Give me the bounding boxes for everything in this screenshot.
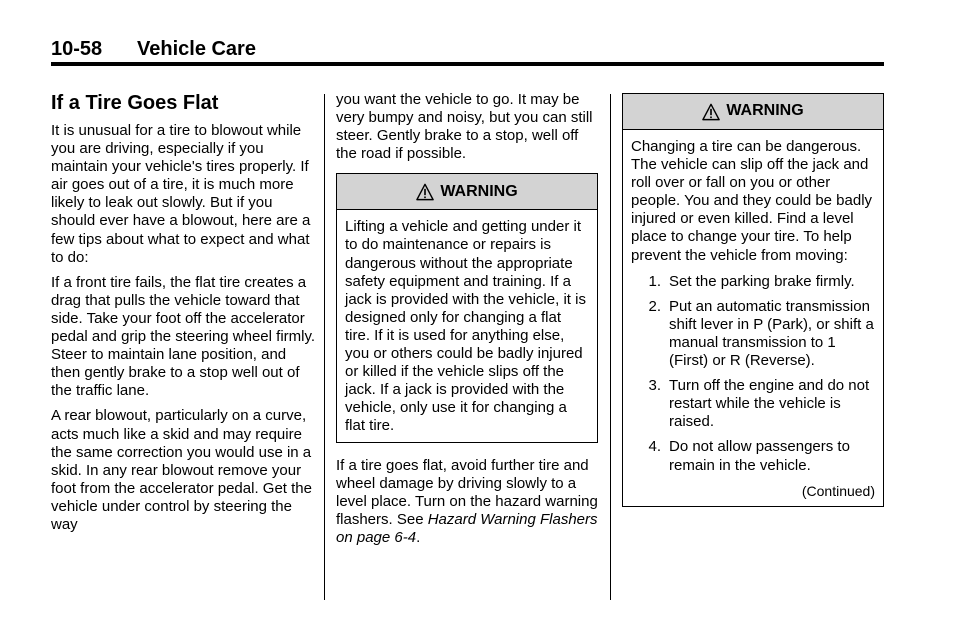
warning-text: Lifting a vehicle and getting under it to do maintenance or repairs is dangerous without the appropriate safety equipment and training. If a jack is provided with the vehicle, it is designed only for changing a flat tire. If it is used for anything else, you or others could be badly injured or killed if the vehicle slips off the jack. If a jack is provided with the vehicle, only use it for changing a flat tire.: [345, 218, 586, 435]
heading-flat-tire: If a Tire Goes Flat: [51, 92, 219, 114]
header-rule: [51, 62, 884, 66]
step-text: Put an automatic transmission shift lever in P (Park), or shift a manual transmission to 1 (First) or R (Reverse).: [669, 297, 874, 370]
step-text: Turn off the engine and do not restart while the vehicle is raised.: [669, 377, 870, 431]
step-number: 3.: [648, 377, 661, 395]
paragraph-end: .: [416, 528, 421, 546]
list-item: [631, 438, 875, 474]
steps-list: [631, 273, 875, 475]
column-3: [622, 93, 884, 521]
step-text: Do not allow passengers to remain in the vehicle.: [669, 438, 850, 474]
step-number: 4.: [648, 438, 661, 456]
warning-text: Changing a tire can be dangerous. The vehicle can slip off the jack and roll over or fall on you or other people. You and they could be badly injured or even killed. Find a level place to change your tire. To help prevent the vehicle from moving:: [631, 138, 873, 264]
warning-body: [623, 130, 883, 506]
column-divider: [610, 94, 611, 600]
warning-triangle-icon: [416, 183, 434, 201]
cross-reference-link[interactable]: Hazard Warning Flashers on page 6‑4: [336, 510, 598, 546]
column-2: [336, 91, 598, 554]
step-number: 1.: [648, 272, 661, 290]
column-1: [51, 92, 317, 541]
warning-header: [337, 174, 597, 210]
warning-label: WARNING: [440, 182, 518, 200]
column-divider: [324, 94, 325, 600]
page-header: [51, 38, 256, 61]
list-item: [631, 273, 875, 291]
warning-header: [623, 94, 883, 130]
step-text: Set the parking brake firmly.: [669, 272, 855, 290]
page-number: 10-58: [51, 38, 103, 60]
paragraph: A rear blowout, particularly on a curve, acts much like a skid and may require the same correction you would use in a skid. In any rear blowout remove your foot from the accelerator pedal. Get the vehicle under control by steering the way: [51, 407, 312, 533]
list-item: [631, 298, 875, 370]
warning-triangle-icon: [702, 103, 720, 121]
paragraph-text: If a tire goes flat, avoid further tire and wheel damage by driving slowly to a level place. Turn on the hazard warning flashers. See: [336, 456, 598, 528]
continued-note: (Continued): [801, 482, 875, 499]
paragraph: you want the vehicle to go. It may be very bumpy and noisy, but you can still steer. Gently brake to a stop, well off the road if possible.: [336, 91, 593, 163]
warning-label: WARNING: [726, 102, 804, 120]
list-item: [631, 377, 875, 431]
step-number: 2.: [648, 297, 661, 315]
paragraph: If a front tire fails, the flat tire creates a drag that pulls the vehicle toward that side. Take your foot off the accelerator pedal and grip the steering wheel firmly. Steer to maintain lane position, and then gently brake to a stop well out of the traffic lane.: [51, 273, 316, 400]
warning-box: [336, 173, 598, 442]
warning-box: [622, 93, 884, 507]
paragraph: [336, 457, 598, 547]
paragraph: It is unusual for a tire to blowout while you are driving, especially if you maintain your vehicle's tires properly. If air goes out of a tire, it is much more likely to leak out slowly. But if you should ever have a blowout, here are a few tips about what to expect and what to do:: [51, 122, 311, 266]
section-title: Vehicle Care: [137, 38, 256, 60]
